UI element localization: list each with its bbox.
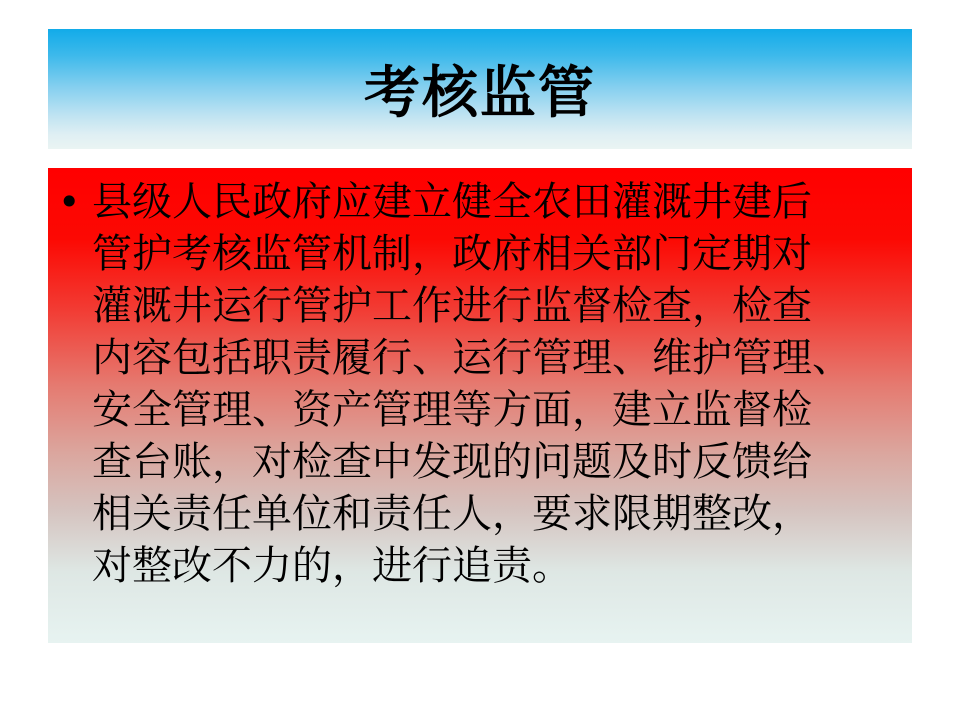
title-bar	[48, 29, 912, 149]
bullet-text-line: 管护考核监管机制，政府相关部门定期对	[92, 231, 812, 276]
slide-title: 考核监管	[364, 61, 596, 124]
bullet-item	[48, 168, 912, 592]
bullet-text	[92, 176, 852, 592]
bullet-text-line: 灌溉井运行管护工作进行监督检查，检查	[92, 283, 812, 328]
bullet-text-line: 安全管理、资产管理等方面，建立监督检	[92, 387, 812, 432]
bullet-text-line: 相关责任单位和责任人，要求限期整改，	[92, 491, 812, 536]
bullet-text-line: 内容包括职责履行、运行管理、维护管理、	[92, 335, 852, 380]
bullet-marker: •	[58, 180, 81, 224]
content-box	[48, 168, 912, 643]
bullet-text-line: 对整改不力的，进行追责。	[92, 543, 572, 588]
bullet-text-line: 查台账，对检查中发现的问题及时反馈给	[92, 439, 812, 484]
bullet-text-line: 县级人民政府应建立健全农田灌溉井建后	[92, 179, 812, 224]
